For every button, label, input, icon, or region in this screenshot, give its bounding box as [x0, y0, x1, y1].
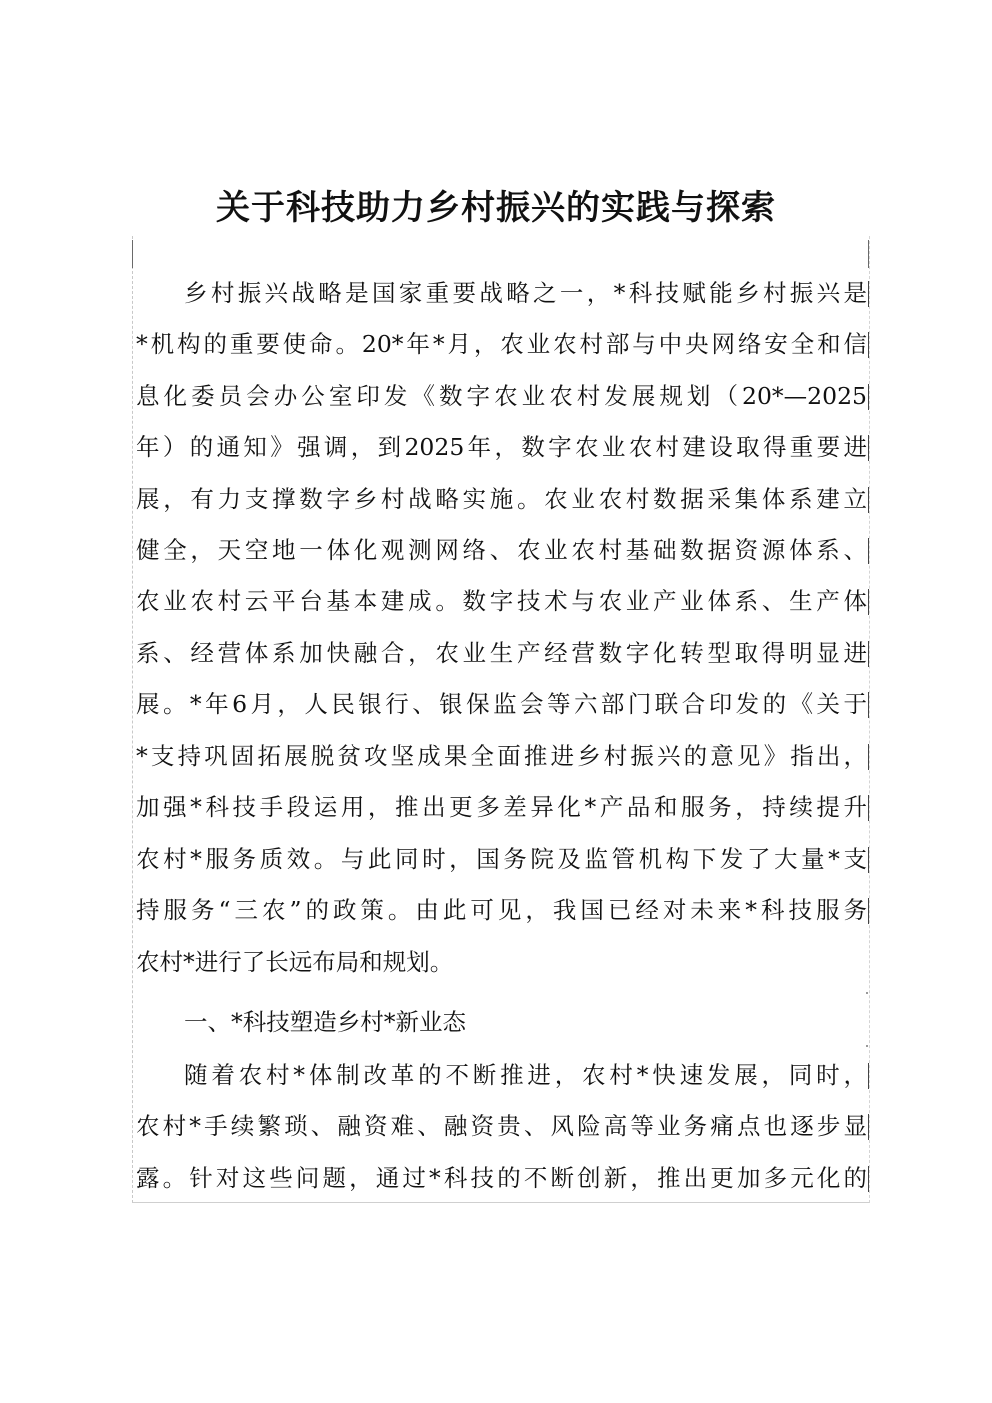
paragraph-line: *机构的重要使命。20*年*月，农业农村部与中央网络安全和信	[136, 330, 867, 358]
margin-mark	[868, 281, 869, 307]
margin-dot	[866, 992, 868, 994]
paragraph-line: 随着农村*体制改革的不断推进，农村*快速发展，同时，	[184, 1061, 867, 1089]
frame-corner-mark	[132, 240, 133, 268]
margin-mark	[868, 589, 869, 615]
paragraph-line: 乡村振兴战略是国家重要战略之一，*科技赋能乡村振兴是	[184, 279, 867, 307]
paragraph-line: 农村*服务质效。与此同时，国务院及监管机构下发了大量*支	[136, 845, 867, 873]
margin-mark	[868, 1063, 869, 1089]
paragraph-line: 加强*科技手段运用，推出更多差异化*产品和服务，持续提升	[136, 793, 867, 821]
margin-mark	[868, 435, 869, 461]
margin-mark	[868, 1114, 869, 1140]
paragraph-line: 露。针对这些问题，通过*科技的不断创新，推出更加多元化的	[136, 1164, 867, 1192]
margin-mark	[868, 795, 869, 821]
margin-mark	[868, 847, 869, 873]
paragraph-line: 农村*进行了长远布局和规划。	[136, 948, 454, 976]
paragraph-line: 系、经营体系加快融合，农业生产经营数字化转型取得明显进	[136, 639, 867, 667]
paragraph-line: 持服务“三农”的政策。由此可见，我国已经对未来*科技服务	[136, 896, 867, 924]
margin-mark	[868, 641, 869, 667]
frame-corner-mark	[868, 240, 869, 268]
paragraph-line: 农村*手续繁琐、融资难、融资贵、风险高等业务痛点也逐步显	[136, 1112, 867, 1140]
paragraph-line: 息化委员会办公室印发《数字农业农村发展规划（20*—2025	[136, 382, 867, 410]
paragraph-line: *支持巩固拓展脱贫攻坚成果全面推进乡村振兴的意见》指出，	[136, 742, 867, 770]
paragraph-line: 农业农村云平台基本建成。数字技术与农业产业体系、生产体	[136, 587, 867, 615]
paragraph-line: 展。*年6月，人民银行、银保监会等六部门联合印发的《关于	[136, 690, 867, 718]
margin-mark	[868, 538, 869, 564]
paragraph-line: 展，有力支撑数字乡村战略实施。农业农村数据采集体系建立	[136, 485, 867, 513]
paragraph-line: 健全，天空地一体化观测网络、农业农村基础数据资源体系、	[136, 536, 867, 564]
paragraph-line: 年）的通知》强调，到2025年，数字农业农村建设取得重要进	[136, 433, 867, 461]
margin-mark	[868, 1166, 869, 1192]
margin-dot	[866, 1045, 868, 1047]
margin-mark	[868, 692, 869, 718]
section-heading: 一、*科技塑造乡村*新业态	[184, 1008, 466, 1036]
margin-mark	[868, 744, 869, 770]
document-title: 关于科技助力乡村振兴的实践与探索	[216, 188, 776, 228]
margin-mark	[868, 487, 869, 513]
margin-mark	[868, 898, 869, 924]
margin-mark	[868, 384, 869, 410]
margin-mark	[868, 332, 869, 358]
